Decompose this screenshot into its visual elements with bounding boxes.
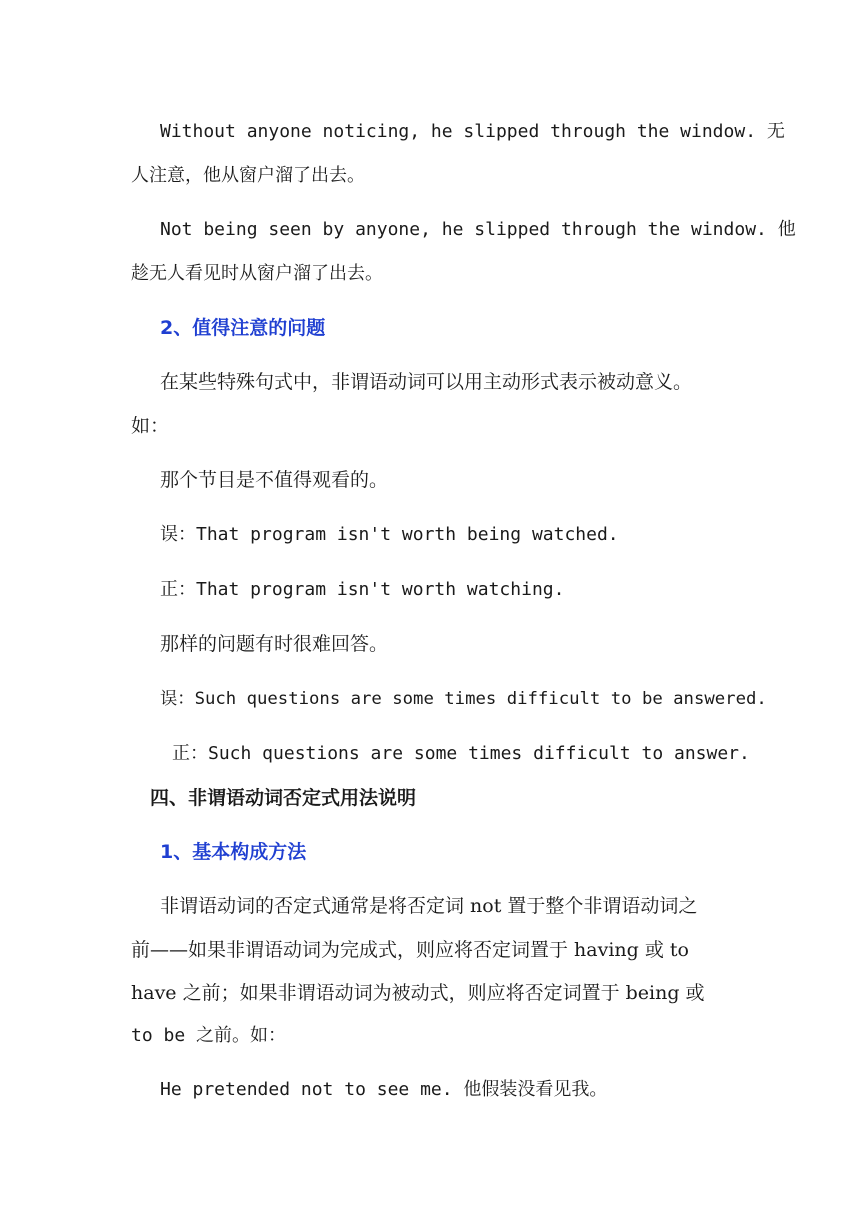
subheading: 2、值得注意的问题: [160, 317, 326, 339]
paragraph-line: 前——如果非谓语动词为完成式，则应将否定词置于 having 或 to: [131, 939, 689, 961]
example-wrong: 误：That program isn't worth being watched.: [160, 524, 619, 545]
subheading: 1、基本构成方法: [160, 841, 307, 863]
paragraph-line: to be 之前。如：: [131, 1025, 287, 1046]
section-heading: 四、非谓语动词否定式用法说明: [150, 787, 417, 809]
example-right: 正：That program isn't worth watching.: [160, 579, 565, 600]
example-chinese: 那样的问题有时很难回答。: [160, 633, 389, 655]
paragraph-line: Not being seen by anyone, he slipped through the window. 他: [160, 219, 796, 240]
paragraph-line: 人注意，他从窗户溜了出去。: [131, 165, 365, 186]
example-right: 正：Such questions are some times difficult to answer.: [172, 743, 750, 764]
example-chinese: 那个节目是不值得观看的。: [160, 469, 389, 491]
example-sentence: He pretended not to see me. 他假装没看见我。: [160, 1079, 608, 1100]
paragraph-line: 如：: [131, 415, 170, 437]
paragraph-line: have 之前；如果非谓语动词为被动式，则应将否定词置于 being 或: [131, 982, 705, 1004]
example-wrong: 误：Such questions are some times difficult to be answered.: [160, 689, 767, 709]
paragraph-line: Without anyone noticing, he slipped through the window. 无: [160, 121, 785, 142]
paragraph-line: 在某些特殊句式中，非谓语动词可以用主动形式表示被动意义。: [160, 371, 693, 393]
paragraph-line: 趁无人看见时从窗户溜了出去。: [131, 263, 383, 284]
paragraph-line: 非谓语动词的否定式通常是将否定词 not 置于整个非谓语动词之: [160, 895, 698, 917]
